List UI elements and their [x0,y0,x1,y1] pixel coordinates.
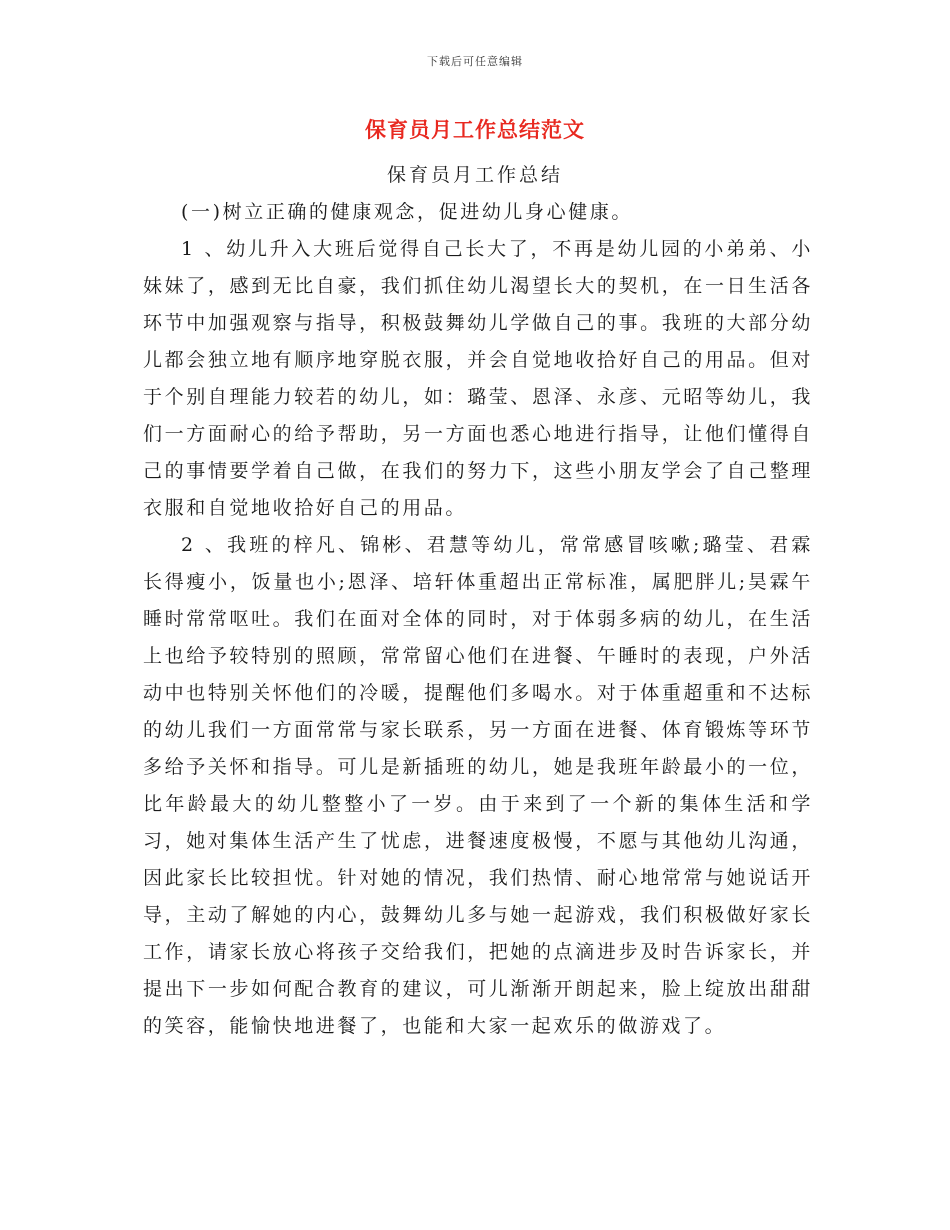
page-header-note: 下载后可任意编辑 [427,55,523,68]
body-paragraph: 1 、幼儿升入大班后觉得自己长大了，不再是幼儿园的小弟弟、小妹妹了，感到无比自豪，我们抓住幼儿渴望长大的契机，在一日生活各环节中加强观察与指导，积极鼓舞幼儿学做自己的事。我班的大部分幼儿都会独立地有顺序地穿脱衣服，并会自觉地收拾好自己的用品。但对于个别自理能力较若的幼儿，如：璐莹、恩泽、永彦、元昭等幼儿，我们一方面耐心的给予帮助，另一方面也悉心地进行指导，让他们懂得自己的事情要学着自己做，在我们的努力下，这些小朋友学会了自己整理衣服和自觉地收拾好自己的用品。 [143,238,813,519]
document-subtitle: 保育员月工作总结 [386,164,563,186]
body-paragraph: 2 、我班的梓凡、锦彬、君慧等幼儿，常常感冒咳嗽;璐莹、君霖长得瘦小，饭量也小;恩泽、培轩体重超出正常标准，属肥胖儿;昊霖午睡时常常呕吐。我们在面对全体的同时，对于体弱多病的幼儿，在生活上也给予较特别的照顾，常常留心他们在进餐、午睡时的表现，户外活动中也特别关怀他们的冷暖，提醒他们多喝水。对于体重超重和不达标的幼儿我们一方面常常与家长联系，另一方面在进餐、体育锻炼等环节多给予关怀和指导。可儿是新插班的幼儿，她是我班年龄最小的一位，比年龄最大的幼儿整整小了一岁。由于来到了一个新的集体生活和学习，她对集体生活产生了忧虑，进餐速度极慢，不愿与其他幼儿沟通，因此家长比较担忧。针对她的情况，我们热情、耐心地常常与她说话开导，主动了解她的内心，鼓舞幼儿多与她一起游戏，我们积极做好家长工作，请家长放心将孩子交给我们，把她的点滴进步及时告诉家长，并提出下一步如何配合教育的建议，可儿渐渐开朗起来，脸上绽放出甜甜的笑容，能愉快地进餐了，也能和大家一起欢乐的做游戏了。 [143,534,813,1037]
document-body [143,194,813,1045]
document-title: 保育员月工作总结范文 [365,118,585,142]
section-heading: (一)树立正确的健康观念，促进幼儿身心健康。 [181,201,634,223]
